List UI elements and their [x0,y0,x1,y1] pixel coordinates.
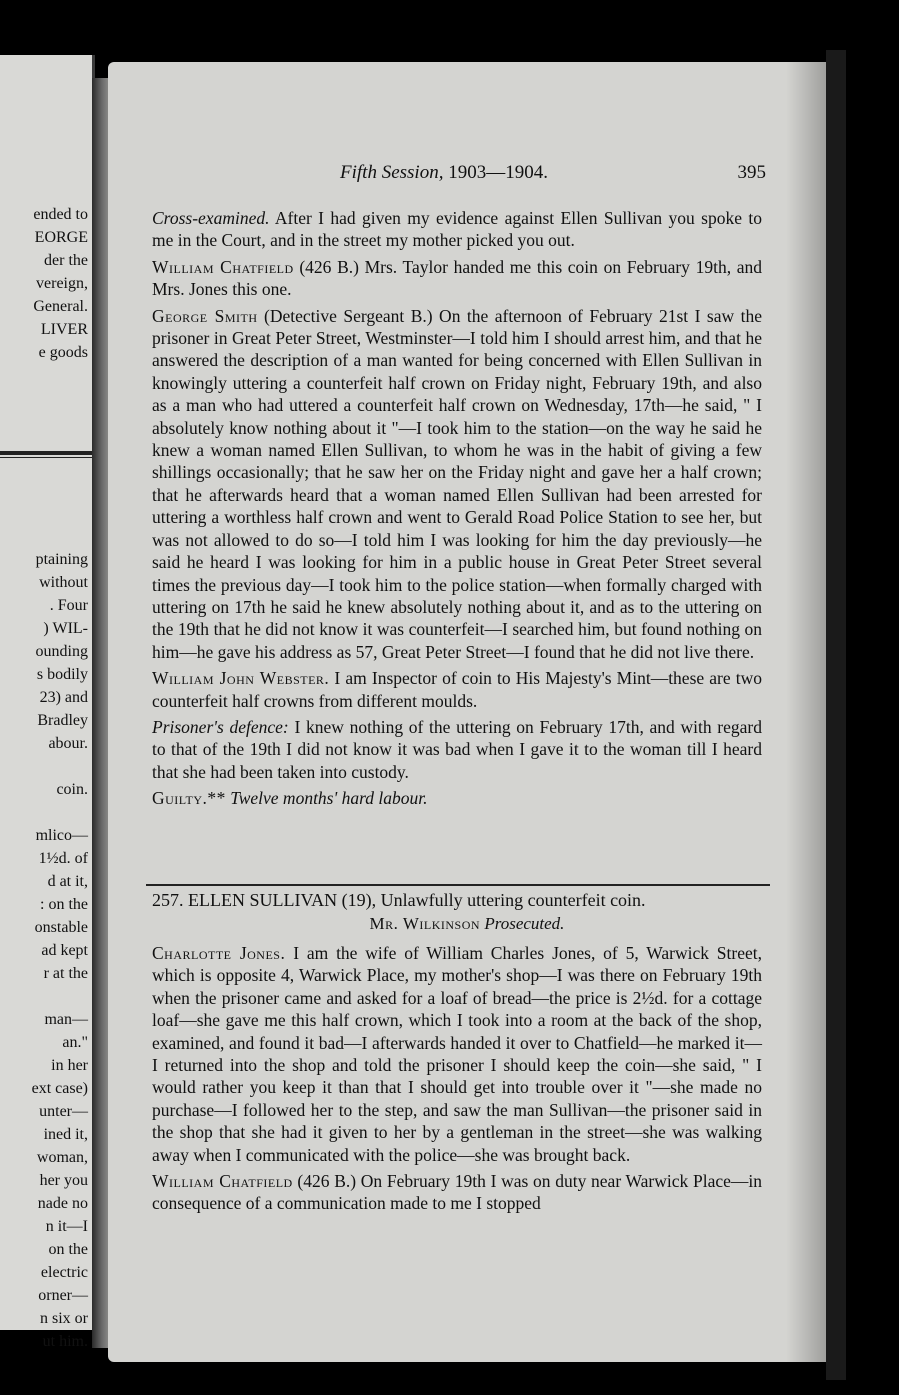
case-divider [146,884,770,886]
left-page-line: orner— [38,1287,88,1304]
left-page-line [32,755,88,778]
right-page [108,62,826,1362]
page-number: 395 [737,162,766,183]
left-page-rule [0,451,92,455]
speaker-name: George Smith [152,305,258,326]
left-page-line: without [39,574,88,591]
testimony-paragraph [152,207,762,252]
left-page-line: s bodily [36,666,88,683]
paragraph-text: (426 B.) On February 19th I was on duty near Warwick Place—in consequence of a communication made to me I stopped [152,1171,762,1214]
left-page-line: ended to [33,206,88,223]
left-page-line: ) WIL- [43,620,88,637]
left-page-line: der the [44,252,88,269]
left-page-line [32,985,88,1008]
left-page-line: man— [44,1011,88,1028]
left-page-line: unter— [39,1103,88,1120]
left-page-line: 23) and [39,689,88,706]
left-page-line: ptaining [35,551,88,568]
speaker-name: William Chatfield [152,1171,293,1192]
left-page-line: an." [62,1034,88,1051]
left-page-text [32,203,88,1353]
paragraph-text: Twelve months' hard labour. [225,788,428,809]
left-page-line: woman, [36,1149,88,1166]
left-page-line: abour. [48,735,88,752]
left-page-line [32,456,88,479]
paragraph-text: I am Inspector of coin to His Majesty's Mint—these are two counterfeit half crowns from different moulds. [152,668,763,711]
page-edge-shadow [826,50,846,1380]
paragraph-text: (Detective Sergeant B.) On the afternoon of February 21st I saw the prisoner in Great Peter Street, Westminster—I told him I should arrest him, and that he answered the description of a man wanted for being concerned with Ellen Sullivan in knowingly uttering a counterfeit half crown on Friday night, February 19th, and also as a man who had uttered a counterfeit half crown on Wednesday, 17th—he said, " I absolutely know nothing about it "—I took him to the station—on the way he said he knew a woman named Ellen Sullivan, to whom he was in the habit of giving a few shillings occasionally; that he saw her on the Friday night and gave her a half crown; that he afterwards heard that a woman named Ellen Sullivan had been arrested for uttering a worthless half crown and went to Gerald Road Police Station to see her, but was not allowed to do so—I told him I was looking for him the day previously—he said he heard I was looking for him in a public house in Great Peter Street several times the previous day—I took him to the police station—when formally charged with uttering on 17th he said he knew absolutely nothing about it, and as to the uttering on the 19th that he did not know it was counterfeit—I searched him, but found nothing on him—he gave his address as 57, Great Peter Street—I found that he did not live there. [152,305,763,662]
left-page-line: n it—I [45,1218,88,1235]
left-page-line: EORGE [34,229,88,246]
left-page [0,55,95,1350]
left-page-line: onstable [34,919,88,936]
left-page-line: mlico— [35,827,88,844]
speaker-name: Guilty.** [152,788,226,809]
left-page-line: : on the [40,896,88,913]
left-page-line: ext case) [31,1080,88,1097]
testimony-paragraph [152,256,762,301]
left-page-line [32,525,88,548]
left-page-line: her you [39,1172,88,1189]
left-page-line [32,801,88,824]
testimony-section [152,207,762,814]
testimony-paragraph [152,942,762,1166]
speaker-name: Charlotte Jones. [152,943,286,963]
left-page-line: electric [40,1264,88,1281]
testimony-paragraph [152,787,762,809]
left-page-line: r at the [43,965,88,982]
left-page-line: vereign, [36,275,88,292]
left-page-line: ad kept [41,942,88,959]
paragraph-text: After I had given my evidence against Ellen Sullivan you spoke to me in the Court, and in the street my mother picked you out. [152,208,762,251]
testimony-paragraph [152,305,762,664]
page-header [108,162,826,186]
left-page-line: ut him. [42,1333,88,1350]
running-title: Fifth Session, 1903—1904. [340,162,548,183]
left-page-line [32,410,88,433]
prosecutor-line: Mr. Wilkinson Prosecuted. [369,914,565,933]
speaker-name: Cross-examined. [152,208,270,228]
speaker-name: William Chatfield [152,256,294,277]
case-testimony [152,942,762,1219]
left-page-line: nade no [37,1195,88,1212]
left-page-line: LIVER [40,321,88,338]
left-page-line: General. [33,298,88,315]
left-page-line: d at it, [47,873,88,890]
left-page-line: coin. [56,781,88,798]
paragraph-text: I knew nothing of the uttering on February 17th, and with regard to that of the 19th I did not know it was bad when I gave it to the woman till I heard that she had been taken into custody. [152,716,762,782]
left-page-line: ined it, [43,1126,88,1143]
paragraph-text: I am the wife of William Charles Jones, of 5, Warwick Street, which is opposite 4, Warwick Place, my mother's shop—I was there on February 19th when the prisoner came and asked for a loaf of bread—the price is 2½d. for a cottage loaf—she gave me this half crown, which I took into a room at the back of the shop, examined, and found it bad—I afterwards handed it over to Chatfield—he marked it—I returned into the shop and told the prisoner I should keep the coin—she said, " I would rather you keep it than that I should get into trouble over it "—she made no purchase—I followed her to the step, and saw the man Sullivan—the prisoner said in the shop that she had it given to her by a gentleman in the street—she was walking away when I communicated with the police—she was brought back. [152,943,762,1165]
left-page-line [32,479,88,502]
case-heading: 257. ELLEN SULLIVAN (19), Unlawfully uttering counterfeit coin. [152,890,646,910]
testimony-paragraph [152,716,762,783]
paragraph-text: (426 B.) Mrs. Taylor handed me this coin on February 19th, and Mrs. Jones this one. [152,256,762,300]
left-page-line: on the [48,1241,88,1258]
left-page-line: n six or [40,1310,88,1327]
speaker-name: Prisoner's defence: [152,716,289,737]
left-page-line: Bradley [37,712,88,729]
left-page-line: in her [51,1057,88,1074]
left-page-line: . Four [49,597,88,614]
left-page-line: e goods [38,344,88,361]
left-page-line [32,387,88,410]
left-page-rule-thin [0,457,92,458]
left-page-line: ounding [35,643,88,660]
left-page-line: 1½d. of [38,850,88,867]
left-page-line [32,364,88,387]
testimony-paragraph [152,1170,762,1215]
left-page-line [32,502,88,525]
testimony-paragraph [152,667,762,712]
speaker-name: William John Webster. [152,668,330,689]
